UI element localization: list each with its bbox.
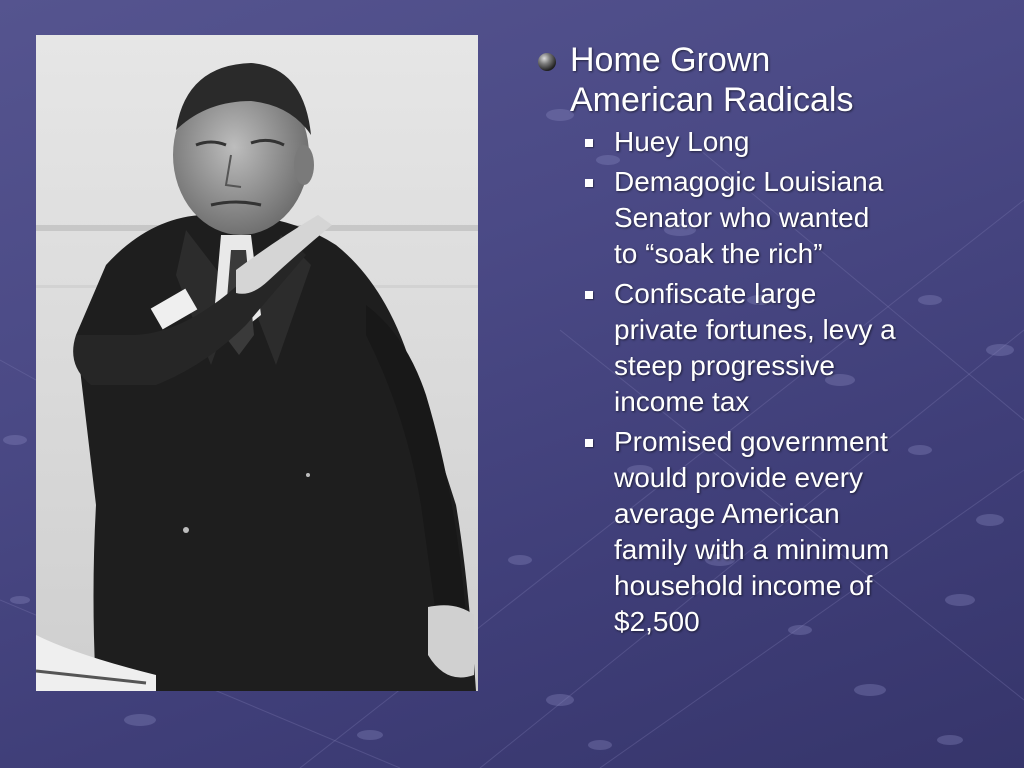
bullet-text-line: family with a minimum	[614, 534, 890, 565]
sub-bullet-huey-long	[582, 124, 996, 160]
bullet-text-line: income tax	[614, 386, 750, 417]
bullet-text-line: private fortunes, levy a	[614, 314, 896, 345]
square-bullet-icon	[585, 439, 593, 447]
photo-illustration	[36, 35, 478, 691]
bullet-text-line: Demagogic Louisiana	[614, 166, 884, 197]
bullet-text-line: would provide every	[614, 462, 864, 493]
bullet-text-line: $2,500	[614, 606, 700, 637]
square-bullet-icon	[585, 139, 593, 147]
bullet-text-line: steep progressive	[614, 350, 836, 381]
bullet-text-line: Promised government	[614, 426, 888, 457]
bullet-text-line: Confiscate large	[614, 278, 817, 309]
sub-bullet-list	[536, 124, 996, 640]
bullet-text-line: household income of	[614, 570, 873, 601]
sub-bullet-minimum-income	[582, 424, 996, 640]
bullet-text-line: Senator who wanted	[614, 202, 870, 233]
bullet-text-line: to “soak the rich”	[614, 238, 823, 269]
sub-bullet-confiscate-fortunes	[582, 276, 996, 420]
photo-huey-long	[36, 35, 478, 691]
main-bullet-item	[536, 40, 996, 120]
slide-content	[536, 40, 996, 644]
square-bullet-icon	[585, 291, 593, 299]
sphere-bullet-icon	[537, 52, 557, 72]
square-bullet-icon	[585, 179, 593, 187]
bullet-text-line: average American	[614, 498, 840, 529]
heading-line-2: American Radicals	[570, 81, 854, 119]
sub-bullet-demagogic-senator	[582, 164, 996, 272]
bullet-text-line: Huey Long	[614, 126, 750, 157]
heading-line-1: Home Grown	[570, 41, 771, 79]
